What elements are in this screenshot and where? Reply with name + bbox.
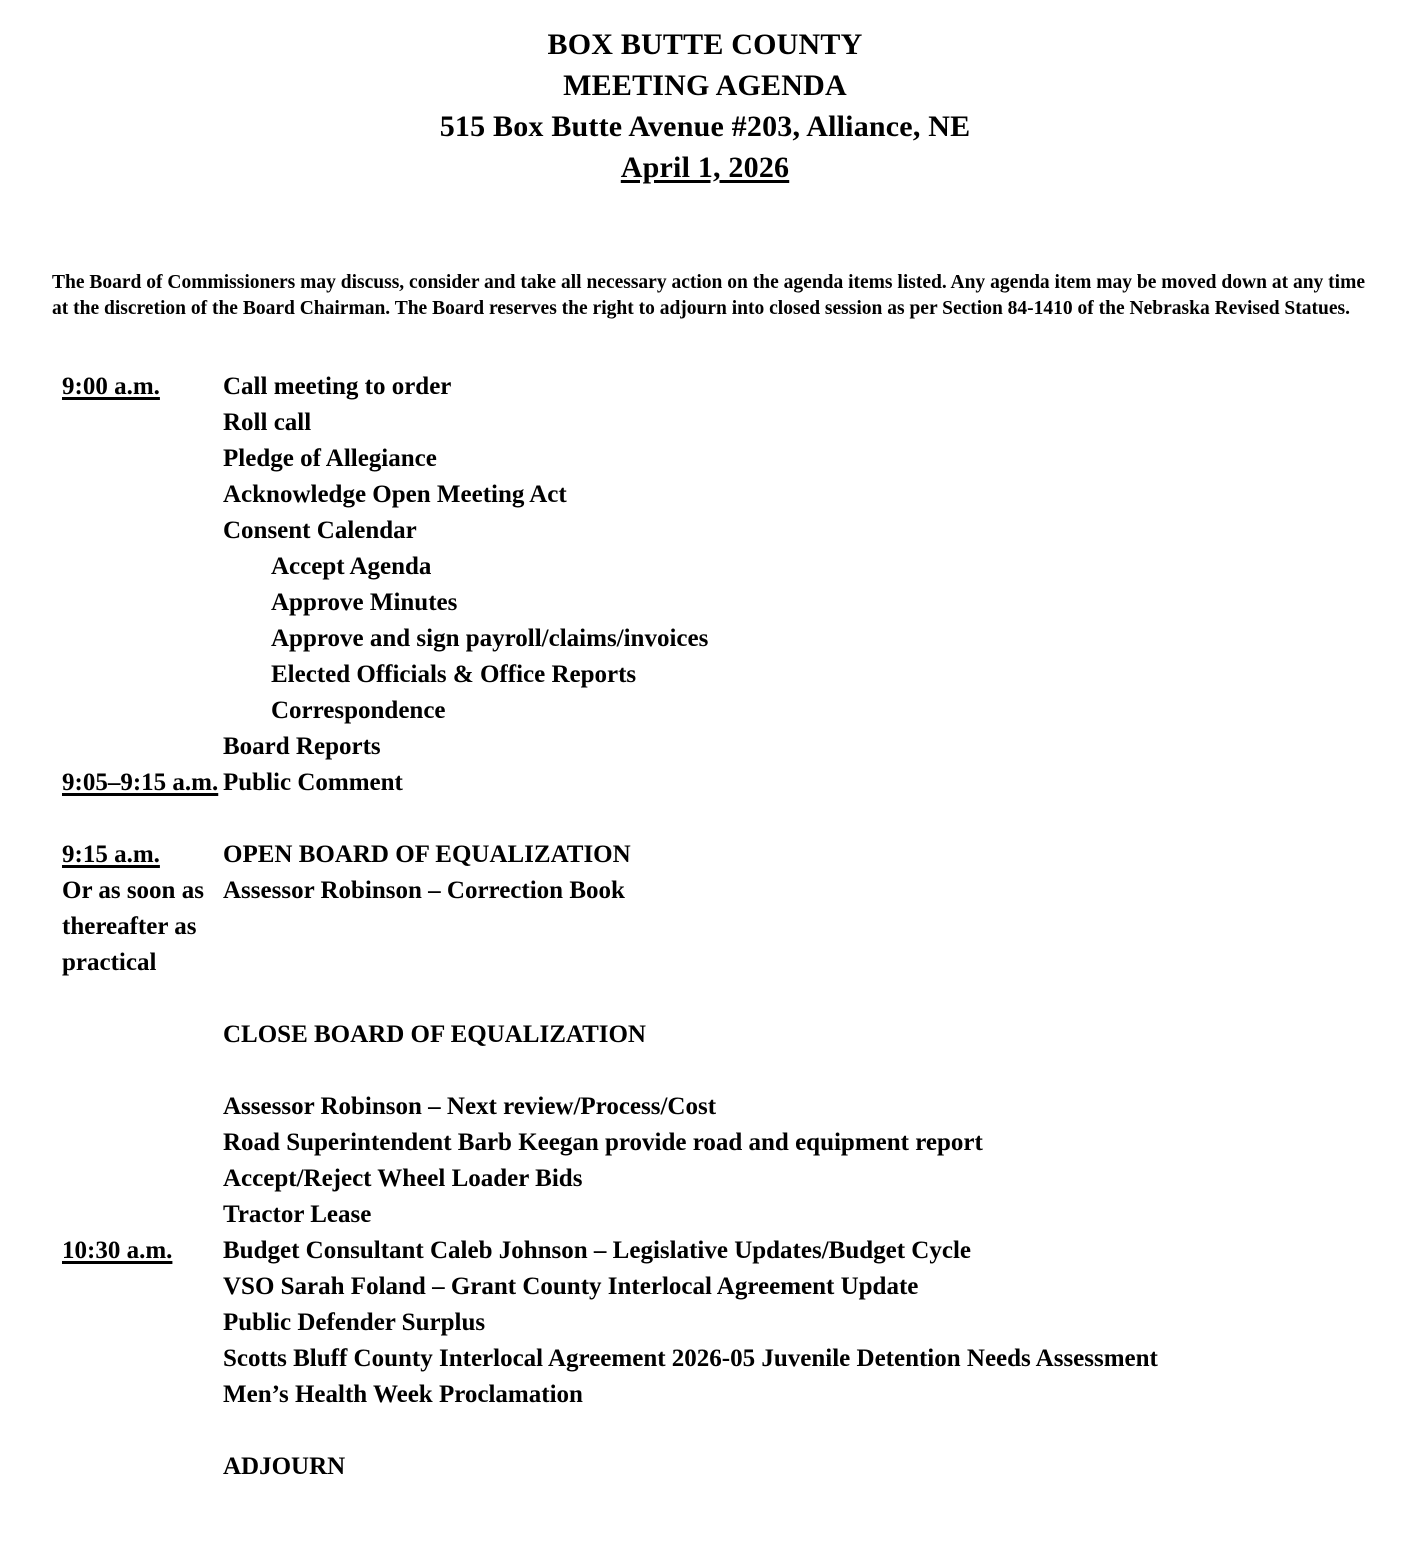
header-line-date — [0, 147, 1410, 188]
agenda-item-text: Assessor Robinson – Next review/Process/Cost — [223, 1093, 717, 1120]
agenda-row — [0, 1305, 1410, 1341]
agenda-item-text: Men’s Health Week Proclamation — [223, 1381, 583, 1408]
agenda-row — [0, 549, 1410, 585]
agenda-item-text: Public Comment — [223, 769, 403, 796]
agenda-item-text: CLOSE BOARD OF EQUALIZATION — [223, 1021, 646, 1048]
agenda-subitem-text: Elected Officials & Office Reports — [271, 661, 637, 688]
agenda-item-text: Pledge of Allegiance — [223, 445, 437, 472]
agenda-row — [0, 1269, 1410, 1305]
agenda-row — [0, 1197, 1410, 1233]
agenda-spacer — [0, 1053, 1410, 1089]
agenda-subitem-text: Correspondence — [271, 697, 446, 724]
agenda-row — [0, 1017, 1410, 1053]
header-line-address: 515 Box Butte Avenue #203, Alliance, NE — [439, 110, 971, 143]
agenda-item-text: OPEN BOARD OF EQUALIZATION — [223, 841, 631, 868]
agenda-item-text: Acknowledge Open Meeting Act — [223, 481, 567, 508]
agenda-item-text: Budget Consultant Caleb Johnson – Legislative Updates/Budget Cycle — [223, 1237, 971, 1264]
agenda-item-text: Road Superintendent Barb Keegan provide road and equipment report — [223, 1129, 983, 1156]
agenda-row — [0, 1341, 1410, 1377]
agenda-row — [0, 369, 1410, 405]
agenda-row — [0, 693, 1410, 729]
agenda-spacer — [0, 1413, 1410, 1449]
header-line-county: BOX BUTTE COUNTY — [547, 28, 863, 61]
agenda-row — [0, 657, 1410, 693]
agenda-item-text: Call meeting to order — [223, 373, 452, 400]
agenda-spacer — [0, 801, 1410, 837]
agenda-item-text: Roll call — [223, 409, 312, 436]
agenda-item-text: Tractor Lease — [223, 1201, 372, 1228]
agenda-row — [0, 585, 1410, 621]
agenda-item-text: Scotts Bluff County Interlocal Agreement 2026-05 Juvenile Detention Needs Assessment — [223, 1345, 1158, 1372]
agenda-row — [0, 513, 1410, 549]
agenda-item-text: Board Reports — [223, 733, 381, 760]
agenda-subitem-text: Approve and sign payroll/claims/invoices — [271, 625, 709, 652]
agenda-row — [0, 477, 1410, 513]
agenda-row — [0, 621, 1410, 657]
agenda-item-adjourn: ADJOURN — [223, 1453, 346, 1480]
agenda-row — [0, 729, 1410, 765]
agenda-row — [0, 873, 1410, 981]
agenda-item-text: Assessor Robinson – Correction Book — [223, 877, 625, 904]
agenda-row — [0, 441, 1410, 477]
board-notice-paragraph: The Board of Commissioners may discuss, consider and take all necessary action on the agenda items listed. Any agenda item may be moved down at any time at the discretion of the Board Chairman. The Board reserves the right to adjourn into closed session as per Section 84-1410 of the Nebraska Revised Statues. — [52, 272, 1365, 319]
agenda-row — [0, 1449, 1410, 1485]
agenda-row — [0, 405, 1410, 441]
agenda-item-text: Accept/Reject Wheel Loader Bids — [223, 1165, 583, 1192]
agenda-subitem-text: Approve Minutes — [271, 589, 458, 616]
agenda-list — [0, 369, 1410, 1485]
agenda-item-text: Public Defender Surplus — [223, 1309, 486, 1336]
agenda-row — [0, 765, 1410, 801]
agenda-time-label: 10:30 a.m. — [62, 1237, 173, 1264]
agenda-item-text: Consent Calendar — [223, 517, 417, 544]
document-header — [0, 0, 1410, 188]
agenda-row — [0, 1161, 1410, 1197]
agenda-row — [0, 1377, 1410, 1413]
agenda-row — [0, 1233, 1410, 1269]
agenda-time-note: Or as soon as thereafter as practical — [62, 877, 204, 976]
agenda-row — [0, 1125, 1410, 1161]
agenda-row — [0, 837, 1410, 873]
agenda-item-text: VSO Sarah Foland – Grant County Interlocal Agreement Update — [223, 1273, 919, 1300]
header-line-meeting-agenda: MEETING AGENDA — [563, 69, 847, 102]
agenda-subitem-text: Accept Agenda — [271, 553, 432, 580]
agenda-time-label: 9:15 a.m. — [62, 841, 160, 868]
agenda-time-label: 9:00 a.m. — [62, 373, 160, 400]
agenda-time-label: 9:05–9:15 a.m. — [62, 769, 219, 796]
agenda-row — [0, 1089, 1410, 1125]
meeting-date: April 1, 2026 — [620, 151, 790, 184]
agenda-spacer — [0, 981, 1410, 1017]
